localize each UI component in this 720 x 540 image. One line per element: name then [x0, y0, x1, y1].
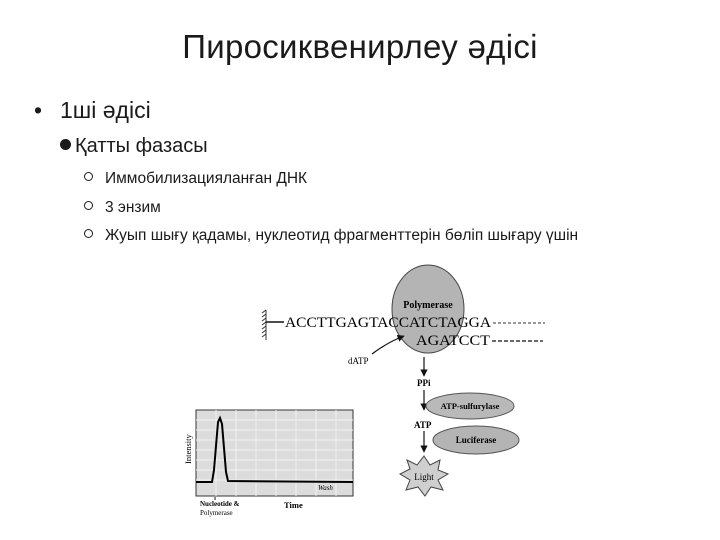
solid-support-icon [262, 310, 266, 340]
bullet-dot-icon: • [34, 97, 43, 123]
bullet-level2-text: Қатты фазасы [75, 135, 208, 157]
template-strand: ACCTTGAGTACCATCTAGGA [285, 315, 492, 331]
graph-xlabel: Time [284, 500, 303, 510]
graph-wash-label: Wash [318, 484, 333, 492]
bullet-level3-text: Жуып шығу қадамы, нуклеотид фрагменттерін бөліп шығару үшін [105, 227, 579, 244]
atp-label: ATP [414, 420, 432, 430]
graph-ylabel: Intensity [183, 434, 193, 464]
primer-strand: AGATCCT [416, 333, 491, 349]
light-label: Light [414, 472, 434, 482]
bullet-level3-text: Иммобилизацияланған ДНК [105, 170, 308, 187]
ppi-label: PPi [417, 378, 431, 388]
bullet-level1-text: 1ші әдісі [60, 97, 151, 123]
slide-title: Пиросиквенирлеу әдісі [182, 28, 538, 65]
graph-event-label-line1: Nucleotide & [200, 500, 240, 508]
polymerase-label: Polymerase [403, 300, 453, 311]
luciferase-label: Luciferase [455, 435, 497, 445]
datp-label: dATP [348, 356, 369, 366]
bullet-level3-text: 3 энзим [105, 199, 161, 216]
sulfurylase-label: ATP-sulfurylase [440, 401, 500, 411]
graph-event-label-line2: Polymerase [200, 509, 233, 517]
